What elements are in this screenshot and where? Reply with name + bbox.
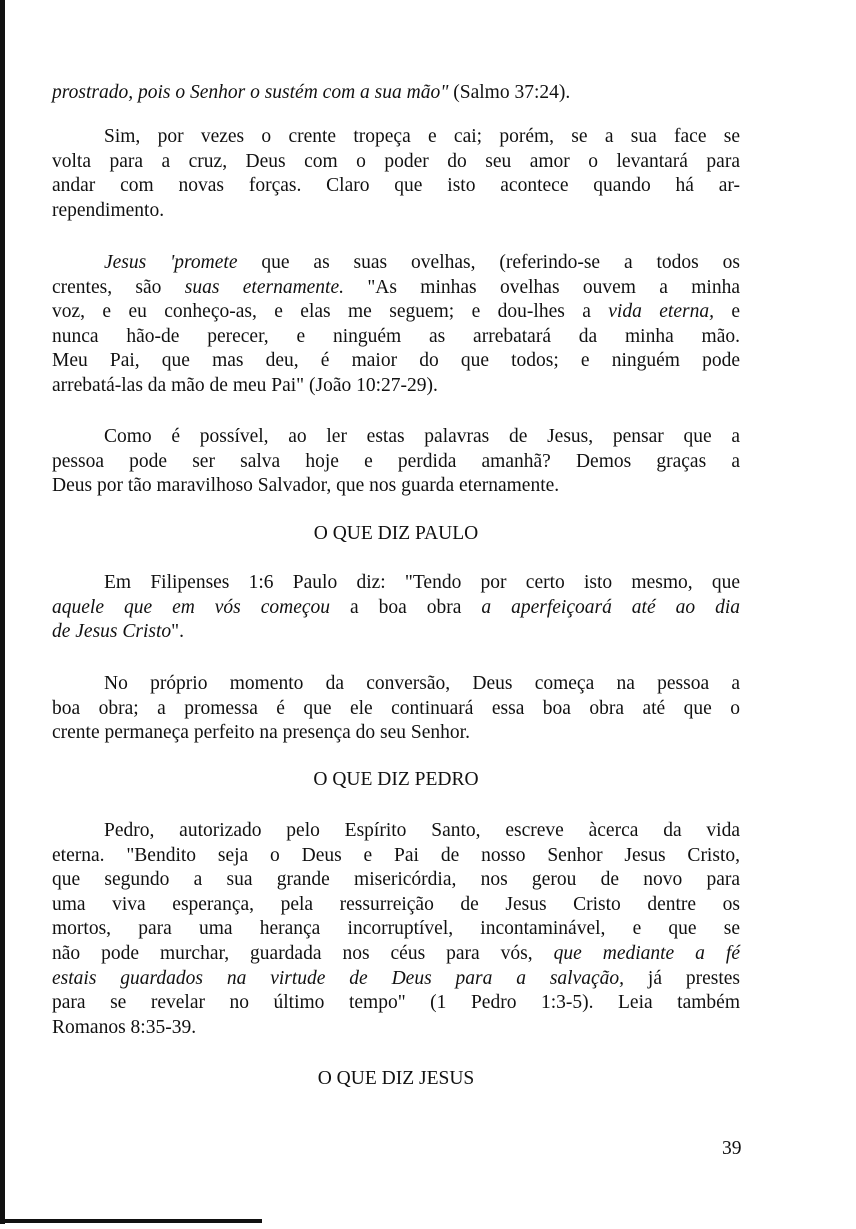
- paragraph-line: [52, 276, 740, 300]
- text: Deus por tão maravilhoso Salvador, que nos guarda eternamente.: [52, 475, 560, 497]
- paragraph-line: [52, 450, 740, 474]
- text: uma viva esperança, pela ressurreição de Jesus Cristo dentre os: [52, 893, 740, 915]
- page-number: 39: [722, 1138, 742, 1159]
- paragraph-line: [52, 474, 740, 498]
- text: mortos, para uma herança incorruptível, incontaminável, e que se: [52, 918, 740, 940]
- text: crentes, são: [52, 276, 185, 298]
- italic-text: estais guardados na virtude de Deus para a salvação,: [52, 967, 625, 989]
- italic-text: a aperfeiçoará até ao dia: [481, 596, 740, 618]
- text: "As minhas ovelhas ouvem a minha: [344, 276, 740, 298]
- paragraph-line: [52, 868, 740, 892]
- paragraph-line: [52, 844, 740, 868]
- text: Meu Pai, que mas deu, é maior do que todos; e ninguém pode: [52, 350, 740, 372]
- scan-left-edge: [0, 0, 5, 1224]
- paragraph-line: [52, 620, 740, 644]
- text: crente permaneça perfeito na presença do seu Senhor.: [52, 722, 470, 744]
- paragraph-line: [52, 917, 740, 941]
- text: Como é possível, ao ler estas palavras de Jesus, pensar que a: [104, 426, 740, 447]
- paragraph-line: [52, 150, 740, 174]
- text: Pedro, autorizado pelo Espírito Santo, escreve àcerca da vida: [104, 820, 740, 841]
- text: para se revelar no último tempo" (1 Pedro 1:3-5). Leia também: [52, 992, 740, 1014]
- paragraph-line: [104, 571, 740, 595]
- text: pessoa pode ser salva hoje e perdida amanhã? Demos graças a: [52, 450, 740, 472]
- section-heading: O QUE DIZ PAULO: [313, 523, 479, 544]
- paragraph-line: [52, 349, 740, 373]
- section-heading: O QUE DIZ JESUS: [317, 1068, 475, 1089]
- paragraph-line: [104, 819, 740, 843]
- paragraph-line: [52, 596, 740, 620]
- paragraph-line: [104, 425, 740, 449]
- italic-text: suas eternamente.: [184, 276, 345, 298]
- italic-text: que mediante a fé: [553, 943, 740, 964]
- text: nunca hão-de perecer, e ninguém as arrebatará da minha mão.: [52, 325, 740, 347]
- paragraph-line: [52, 1016, 740, 1040]
- paragraph-line: [52, 374, 740, 398]
- italic-text: de Jesus Cristo: [52, 621, 172, 643]
- paragraph-line: [52, 942, 740, 966]
- paragraph-line: [52, 81, 740, 105]
- paragraph-line: [52, 697, 740, 721]
- text: Romanos 8:35-39.: [52, 1016, 197, 1038]
- italic-text: Jesus 'promete: [104, 252, 238, 273]
- paragraph-line: [52, 199, 740, 223]
- italic-text: aquele que em vós começou: [52, 596, 331, 618]
- text: eterna. "Bendito seja o Deus e Pai de nosso Senhor Jesus Cristo,: [52, 844, 740, 866]
- text: que segundo a sua grande misericórdia, nos gerou de novo para: [52, 869, 740, 891]
- section-heading: O QUE DIZ PEDRO: [313, 769, 479, 790]
- paragraph-line: [104, 251, 740, 275]
- text: andar com novas forças. Claro que isto acontece quando há ar-: [52, 175, 740, 197]
- text: voz, e eu conheço-as, e elas me seguem; e dou-lhes a: [52, 301, 609, 323]
- text: No próprio momento da conversão, Deus começa na pessoa a: [104, 673, 740, 694]
- paragraph-line: [104, 125, 740, 149]
- text: e: [713, 301, 741, 323]
- text: volta para a cruz, Deus com o poder do seu amor o levantará para: [52, 150, 740, 172]
- text: (Salmo 37:24).: [448, 82, 571, 103]
- paragraph-line: [52, 893, 740, 917]
- text: Em Filipenses 1:6 Paulo diz: "Tendo por certo isto mesmo, que: [104, 572, 740, 593]
- text: Sim, por vezes o crente tropeça e cai; porém, se a sua face se: [104, 126, 740, 147]
- text: não pode murchar, guardada nos céus para vós,: [52, 943, 554, 964]
- italic-text: prostrado, pois o Senhor o sustém com a sua mão": [52, 82, 449, 103]
- paragraph-line: [52, 300, 740, 324]
- paragraph-line: [52, 991, 740, 1015]
- scan-bottom-edge: [0, 1219, 262, 1223]
- paragraph-line: [52, 174, 740, 198]
- text: rependimento.: [52, 199, 165, 221]
- italic-text: vida eterna,: [608, 301, 714, 323]
- paragraph-line: [104, 672, 740, 696]
- text: já prestes: [624, 967, 740, 989]
- paragraph-line: [52, 721, 740, 745]
- paragraph-line: [52, 967, 740, 991]
- paragraph-line: [52, 325, 740, 349]
- text: a boa obra: [330, 596, 482, 618]
- text: ".: [171, 621, 185, 643]
- text: boa obra; a promessa é que ele continuará essa boa obra até que o: [52, 697, 740, 719]
- text: que as suas ovelhas, (referindo-se a todos os: [237, 252, 740, 273]
- text: arrebatá-las da mão de meu Pai" (João 10:27-29).: [52, 375, 438, 396]
